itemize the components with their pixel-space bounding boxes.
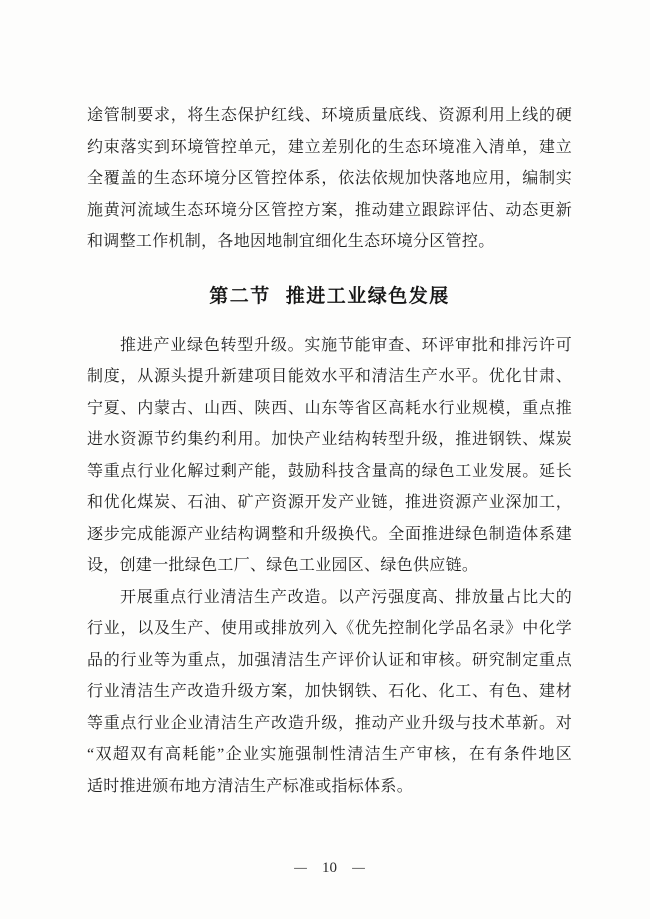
text-line: 宁夏、内蒙古、山西、陕西、山东等省区高耗水行业规模，重点推 (87, 399, 572, 417)
paragraph-2 (87, 330, 572, 582)
paragraph-3 (87, 582, 572, 803)
text-line: 和调整工作机制，各地因地制宜细化生态环境分区管控。 (87, 233, 495, 250)
section-heading (87, 281, 572, 313)
text-line: 全覆盖的生态环境分区管控体系，依法依规加快落地应用，编制实 (87, 170, 572, 187)
text-line: 约束落实到环境管控单元，建立差别化的生态环境准入清单，建立 (87, 138, 572, 156)
text-line: 设，创建一批绿色工厂、绿色工业园区、绿色供应链。 (87, 557, 479, 574)
text-line: “双超双有高耗能”企业实施强制性清洁生产审核，在有条件地区 (87, 746, 572, 763)
text-line: 制度，从源头提升新建项目能效水平和清洁生产水平。优化甘肃、 (87, 368, 572, 385)
footer-left-dash: — (294, 860, 307, 876)
text-line: 开展重点行业清洁生产改造。以产污强度高、排放量占比大的 (120, 588, 572, 606)
text-line: 途管制要求，将生态保护红线、环境质量底线、资源利用上线的硬 (87, 107, 572, 124)
text-line: 施黄河流域生态环境分区管控方案，推动建立跟踪评估、动态更新 (87, 201, 572, 219)
text-line: 行业清洁生产改造升级方案，加快钢铁、石化、化工、有色、建材 (87, 683, 572, 700)
section-title: 推进工业绿色发展 (285, 285, 450, 307)
text-line: 适时推进颁布地方清洁生产标准或指标体系。 (87, 777, 414, 795)
paragraph-1 (87, 100, 572, 258)
text-line: 行业，以及生产、使用或排放列入《优先控制化学品名录》中化学 (87, 620, 572, 637)
text-line: 品的行业等为重点，加强清洁生产评价认证和审核。研究制定重点 (87, 651, 572, 669)
section-number: 第二节 (209, 285, 271, 307)
text-line: 等重点行业企业清洁生产改造升级，推动产业升级与技术革新。对 (87, 714, 572, 732)
text-line: 推进产业绿色转型升级。实施节能审查、环评审批和排污许可 (120, 336, 572, 354)
page-footer (87, 858, 572, 878)
text-line: 和优化煤炭、石油、矿产资源开发产业链，推进资源产业深加工， (87, 494, 572, 511)
text-line: 进水资源节约集约利用。加快产业结构转型升级，推进钢铁、煤炭 (87, 431, 572, 448)
page-number: 10 (322, 860, 337, 876)
text-line: 逐步完成能源产业结构调整和升级换代。全面推进绿色制造体系建 (87, 525, 572, 543)
text-line: 等重点行业化解过剩产能，鼓励科技含量高的绿色工业发展。延长 (87, 462, 572, 480)
footer-right-dash: — (352, 860, 365, 876)
